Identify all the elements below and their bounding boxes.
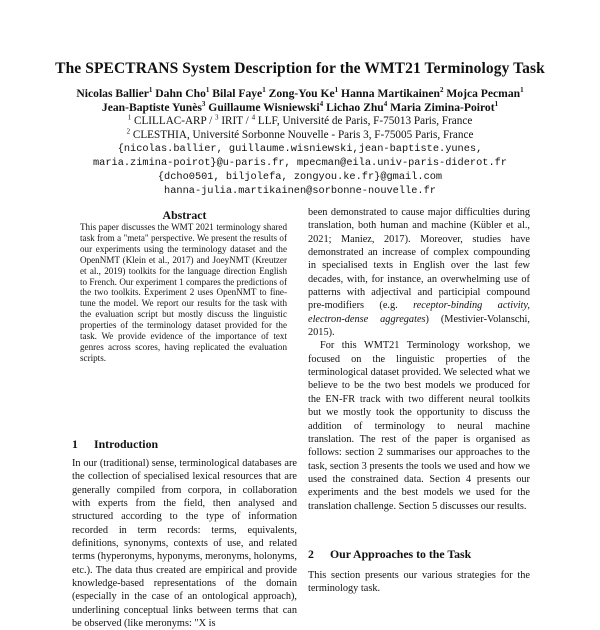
author-name: Maria Zimina-Poirot <box>390 101 495 114</box>
author-name: Mojca Pecman <box>446 87 521 100</box>
email-line-2: maria.zimina-poirot}@u-paris.fr, mpecman@eila.univ-paris-diderot.fr <box>92 157 507 169</box>
section-2-title: Our Approaches to the Task <box>330 547 472 561</box>
affiliation-marker: 1 <box>127 113 132 122</box>
author-affiliation-marker: 2 <box>439 86 444 95</box>
email-line-3: {dcho0501, biljolefa, zongyou.ke.fr}@gmail.com <box>157 171 443 183</box>
affiliation-line-1 <box>0 115 600 127</box>
affiliation-text: CLILLAC-ARP / <box>131 115 216 127</box>
author-affiliation-marker: 1 <box>148 86 153 95</box>
author-affiliation-marker: 1 <box>334 86 339 95</box>
affiliation-text: LLF, Université de Paris, F-75013 Paris, France <box>255 115 473 127</box>
author-affiliation-marker: 1 <box>520 86 524 95</box>
right-paragraph-1-citation: ) (Mestivier-Volanschi, 2015). <box>308 313 530 339</box>
author-name: Guillaume Wisniewski <box>208 101 320 114</box>
section-2-number: 2 <box>308 547 314 561</box>
section-2-heading <box>308 547 471 562</box>
author-affiliation-marker: 1 <box>262 86 266 95</box>
affiliation-text: IRIT / <box>218 115 252 127</box>
email-line-1: {nicolas.ballier, guillaume.wisniewski,jean-baptiste.yunes, <box>117 143 483 155</box>
author-name: Bilal Faye <box>212 87 263 100</box>
right-paragraph-1-text: been demonstrated to cause major difficulties during translation, both human and machine (Kübler et al., 2021; Maniez, 2017). Moreover, studies have demonstrated an increase of complex compounding in specialised texts in English over the last few decades, with, for instance, an overwhelming use of patterns with adjectival and participial compound pre-modifiers (e.g. <box>308 207 530 312</box>
email-line-4: hanna-julia.martikainen@sorbonne-nouvelle.fr <box>164 185 436 197</box>
author-affiliation-marker: 1 <box>494 100 499 109</box>
right-paragraph-2: For this WMT21 Terminology workshop, we focused on the linguistic properties of the terminological dataset provided. We selected what we believe to be the two best models we produced for the EN-FR track with two different neural toolkits but we mostly took the opportunity to discuss the addition of terminology to neural machine translation. The rest of the paper is organised as follows: section 2 summarises our approaches to the task, section 3 presents the tools we used and how we used the constrained data. Section 4 presents our experiments and the best models we used for the translation challenge. Section 5 discusses our results. <box>308 340 530 512</box>
section-1-number: 1 <box>72 437 78 451</box>
introduction-body <box>72 457 297 630</box>
affiliation-text: CLESTHIA, Université Sorbonne Nouvelle - Paris 3, F-75005 Paris, France <box>130 129 474 141</box>
section-2-paragraph: This section presents our various strategies for the terminology task. <box>308 570 530 595</box>
abstract-heading: Abstract <box>162 208 207 222</box>
author-name: Jean-Baptiste Yunès <box>101 101 202 114</box>
section-1-heading <box>72 437 158 452</box>
author-affiliation-marker: 3 <box>201 100 206 109</box>
author-name: Hanna Martikainen <box>341 87 440 100</box>
author-name: Nicolas Ballier <box>76 87 149 100</box>
affiliation-marker: 4 <box>251 113 256 122</box>
author-line-2 <box>0 101 600 114</box>
author-affiliation-marker: 4 <box>383 100 388 109</box>
right-column-body <box>308 206 530 513</box>
abstract-text: This paper discusses the WMT 2021 terminology shared task from a "meta" perspective. We present the results of our experiments using the terminology dataset and the OpenNMT (Klein et al., 2017) and JoeyNMT (Kreutzer et al., 2019) toolkits for the language direction English to French. Our experiment 1 compares the predictions of the two toolkits. Experiment 2 uses OpenNMT to fine-tune the model. We report our results for the task with the evaluation script but mostly discuss the linguistic properties of the terminology dataset provided for the task. We provide evidence of the importance of text genres across scores, having replicated the evaluation scripts. <box>80 222 287 363</box>
author-line-1 <box>0 87 600 100</box>
affiliation-marker: 3 <box>215 113 219 122</box>
right-paragraph-1-examples: receptor-binding activity, electron-dense aggregates <box>308 300 530 325</box>
author-name: Dahn Cho <box>155 87 206 100</box>
affiliation-marker: 2 <box>126 127 131 136</box>
introduction-paragraph: In our (traditional) sense, terminological databases are the collection of specialised lexical resources that are generally compiled from corpora, in collaboration with experts from the field, then analysed and structured according to the type of information recorded in term records: terms, equivalents, definitions, synonyms, contexts of use, and related terms (hyperonyms, hyponyms, meronyms, holonyms, etc.). The data thus created are empirical and provide knowledge-based representations of the domain (especially in the case of an ontological approach), underlining conceptual links between terms that can be observed (like meronyms: "X is <box>72 458 297 630</box>
section-2-body <box>308 569 530 596</box>
right-paragraph-1 <box>308 206 530 339</box>
author-name: Zong-You Ke <box>268 87 335 100</box>
author-affiliation-marker: 1 <box>205 86 210 95</box>
affiliation-line-2 <box>0 129 600 141</box>
paper-title: The SPECTRANS System Description for the WMT21 Terminology Task <box>55 60 545 77</box>
author-affiliation-marker: 4 <box>319 100 324 109</box>
author-name: Lichao Zhu <box>326 101 384 114</box>
section-1-title: Introduction <box>94 437 159 451</box>
